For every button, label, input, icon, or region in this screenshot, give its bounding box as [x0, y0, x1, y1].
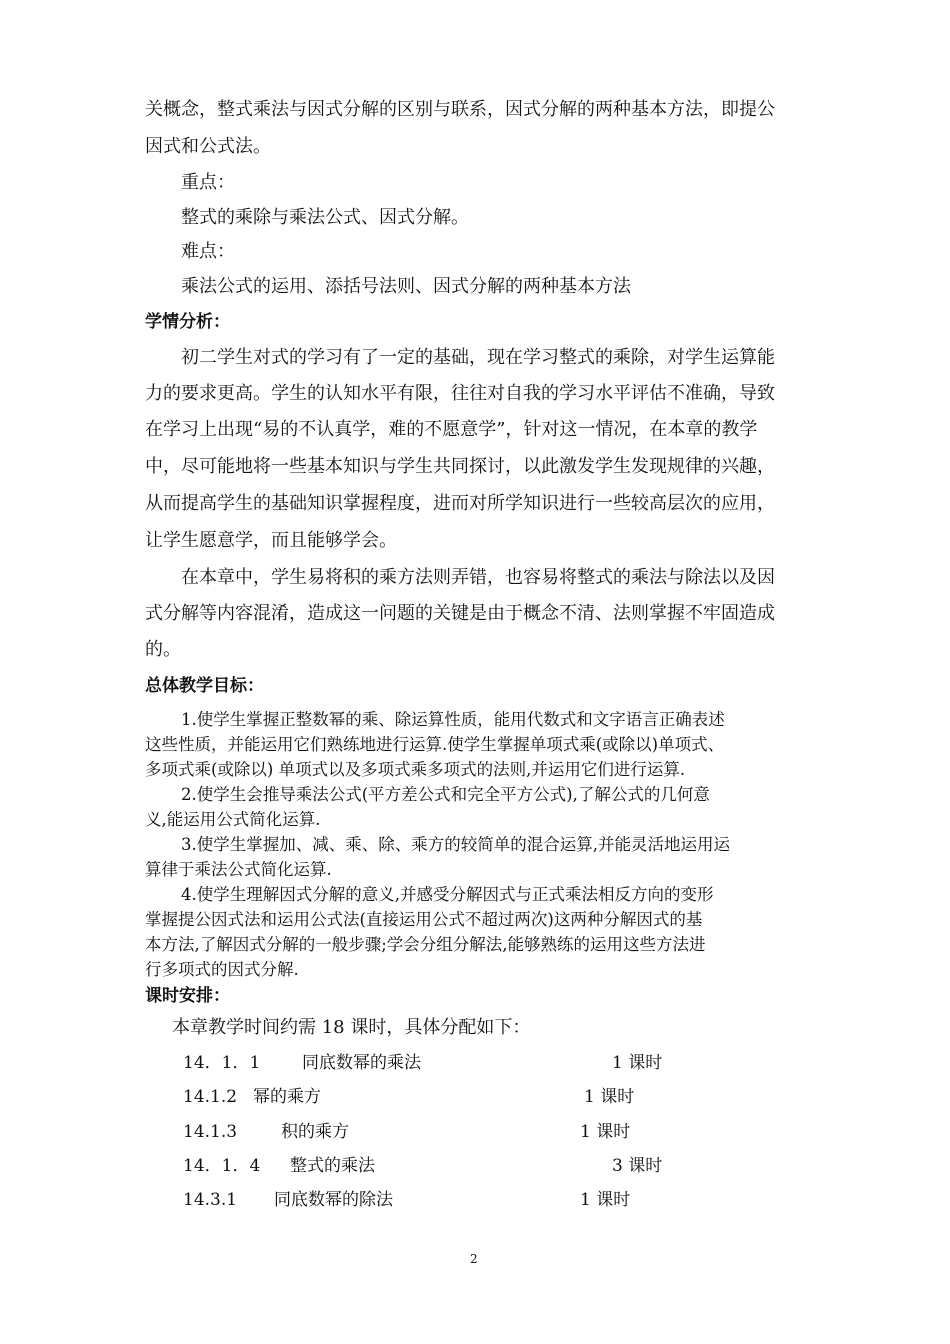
schedule-hours: 1 课时 [580, 1190, 631, 1210]
schedule-section: 14.1.2 [183, 1087, 238, 1107]
key-points-text: 整式的乘除与乘法公式、因式分解。 [181, 207, 469, 228]
intro-line: 关概念，整式乘法与因式分解的区别与联系，因式分解的两种基本方法，即提公 [145, 99, 775, 120]
analysis-line: 式分解等内容混淆，造成这一问题的关键是由于概念不清、法则掌握不牢固造成 [145, 603, 775, 624]
objective-line: 1.使学生掌握正整数幂的乘、除运算性质，能用代数式和文字语言正确表述 [181, 710, 725, 729]
schedule-section: 14．1．1 [183, 1053, 261, 1073]
schedule-title: 积的乘方 [281, 1122, 349, 1142]
intro-line: 因式和公式法。 [145, 136, 271, 157]
objective-line: 行多项式的因式分解. [145, 960, 299, 979]
difficult-points-label: 难点： [181, 241, 235, 262]
analysis-line: 初二学生对式的学习有了一定的基础，现在学习整式的乘除，对学生运算能 [181, 347, 775, 368]
objective-line: 这些性质，并能运用它们熟练地进行运算.使学生掌握单项式乘(或除以)单项式、 [145, 735, 725, 754]
schedule-title: 整式的乘法 [290, 1156, 375, 1176]
schedule-hours: 1 课时 [612, 1053, 663, 1073]
schedule-hours: 1 课时 [580, 1122, 631, 1142]
schedule-title: 幂的乘方 [253, 1087, 321, 1107]
objective-line: 算律于乘法公式简化运算. [145, 860, 332, 879]
objectives-heading: 总体教学目标： [145, 676, 264, 696]
schedule-title: 同底数幂的除法 [274, 1190, 393, 1210]
key-points-label: 重点： [181, 172, 235, 193]
analysis-line: 在本章中，学生易将积的乘方法则弄错，也容易将整式的乘法与除法以及因 [181, 567, 775, 588]
schedule-section: 14.1.3 [183, 1122, 238, 1142]
objective-line: 2.使学生会推导乘法公式(平方差公式和完全平方公式),了解公式的几何意 [181, 785, 710, 804]
objective-line: 义,能运用公式简化运算. [145, 810, 321, 829]
page-number: 2 [470, 1252, 478, 1266]
student-analysis-heading: 学情分析： [145, 312, 230, 332]
objective-line: 4.使学生理解因式分解的意义,并感受分解因式与正式乘法相反方向的变形 [181, 885, 714, 904]
objective-line: 3.使学生掌握加、减、乘、除、乘方的较简单的混合运算,并能灵活地运用运 [181, 835, 730, 854]
schedule-heading: 课时安排： [145, 986, 230, 1006]
analysis-line: 中，尽可能地将一些基本知识与学生共同探讨，以此激发学生发现规律的兴趣， [145, 456, 775, 477]
schedule-section: 14．1．4 [183, 1156, 261, 1176]
objective-line: 本方法,了解因式分解的一般步骤;学会分组分解法,能够熟练的运用这些方法进 [145, 935, 706, 954]
analysis-line: 力的要求更高。学生的认知水平有限，往往对自我的学习水平评估不准确，导致 [145, 383, 775, 404]
analysis-line: 从而提高学生的基础知识掌握程度，进而对所学知识进行一些较高层次的应用， [145, 493, 775, 514]
schedule-hours: 3 课时 [612, 1156, 663, 1176]
objective-line: 多项式乘(或除以) 单项式以及多项式乘多项式的法则,并运用它们进行运算. [145, 760, 686, 779]
analysis-line: 的。 [145, 639, 181, 660]
difficult-points-text: 乘法公式的运用、添括号法则、因式分解的两种基本方法 [181, 276, 631, 297]
schedule-title: 同底数幂的乘法 [302, 1053, 421, 1073]
schedule-intro: 本章教学时间约需 18 课时，具体分配如下： [172, 1017, 531, 1038]
analysis-line: 让学生愿意学，而且能够学会。 [145, 530, 397, 551]
analysis-line: 在学习上出现“易的不认真学，难的不愿意学”，针对这一情况，在本章的教学 [145, 419, 758, 440]
objective-line: 掌握提公因式法和运用公式法(直接运用公式不超过两次)这两种分解因式的基 [145, 910, 703, 929]
schedule-hours: 1 课时 [584, 1087, 635, 1107]
schedule-section: 14.3.1 [183, 1190, 238, 1210]
